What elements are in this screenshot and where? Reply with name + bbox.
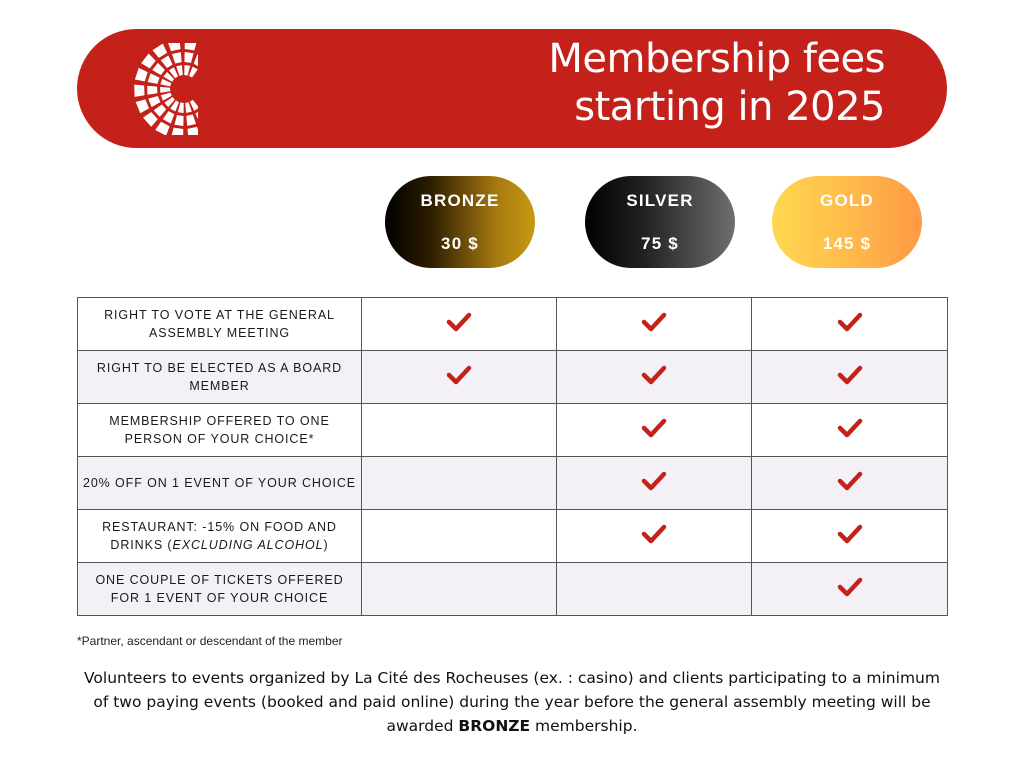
note-text-end: membership. bbox=[530, 717, 638, 735]
header-banner bbox=[77, 29, 947, 148]
tier-price: 75 $ bbox=[641, 234, 679, 253]
cell-bronze bbox=[362, 510, 557, 563]
table-row bbox=[78, 404, 948, 457]
check-icon bbox=[641, 417, 667, 439]
title-line-2: starting in 2025 bbox=[574, 84, 885, 130]
feature-label-text: RESTAURANT: -15% ON FOOD AND DRINKS ( bbox=[102, 520, 337, 552]
bronze-eligibility-note bbox=[80, 666, 944, 738]
table-row bbox=[78, 510, 948, 563]
check-icon bbox=[641, 470, 667, 492]
tier-price: 145 $ bbox=[822, 234, 872, 253]
cell-bronze bbox=[362, 351, 557, 404]
tier-name: SILVER bbox=[626, 191, 694, 210]
check-icon bbox=[837, 311, 863, 333]
cell-gold bbox=[752, 563, 948, 616]
tier-price: 30 $ bbox=[441, 234, 479, 253]
c-stadium-logo-icon bbox=[126, 43, 198, 135]
cell-silver bbox=[557, 404, 752, 457]
title-line-1: Membership fees bbox=[548, 36, 885, 82]
tier-name: BRONZE bbox=[420, 191, 500, 210]
check-icon bbox=[837, 576, 863, 598]
check-icon bbox=[641, 311, 667, 333]
table-row bbox=[78, 351, 948, 404]
check-icon bbox=[641, 364, 667, 386]
cell-silver bbox=[557, 351, 752, 404]
cell-bronze bbox=[362, 457, 557, 510]
features-table bbox=[77, 297, 948, 616]
feature-label: RIGHT TO VOTE AT THE GENERAL ASSEMBLY MEETING bbox=[78, 298, 362, 351]
check-icon bbox=[446, 311, 472, 333]
check-icon bbox=[837, 523, 863, 545]
feature-label: 20% OFF ON 1 EVENT OF YOUR CHOICE bbox=[78, 457, 362, 510]
cell-bronze bbox=[362, 404, 557, 457]
tier-bronze-badge bbox=[385, 176, 535, 268]
cell-bronze bbox=[362, 298, 557, 351]
cell-gold bbox=[752, 404, 948, 457]
table-row bbox=[78, 563, 948, 616]
cell-bronze bbox=[362, 563, 557, 616]
table-row bbox=[78, 298, 948, 351]
tier-name: GOLD bbox=[820, 191, 874, 210]
cell-gold bbox=[752, 298, 948, 351]
feature-label bbox=[78, 510, 362, 563]
note-text: Volunteers to events organized by La Cité des Rocheuses (ex. : casino) and clients participating to a minimum of two paying events (booked and paid online) during the year before the general assembly meeting will be awarded bbox=[84, 669, 940, 735]
cell-gold bbox=[752, 510, 948, 563]
check-icon bbox=[446, 364, 472, 386]
cell-silver bbox=[557, 563, 752, 616]
cell-silver bbox=[557, 510, 752, 563]
tier-gold-badge bbox=[772, 176, 922, 268]
page-title bbox=[548, 35, 885, 131]
check-icon bbox=[641, 523, 667, 545]
cell-gold bbox=[752, 351, 948, 404]
tier-silver-badge bbox=[585, 176, 735, 268]
feature-label: ONE COUPLE OF TICKETS OFFERED FOR 1 EVENT OF YOUR CHOICE bbox=[78, 563, 362, 616]
feature-label: RIGHT TO BE ELECTED AS A BOARD MEMBER bbox=[78, 351, 362, 404]
check-icon bbox=[837, 364, 863, 386]
check-icon bbox=[837, 417, 863, 439]
feature-label-end: ) bbox=[323, 538, 329, 552]
cell-silver bbox=[557, 457, 752, 510]
feature-label: MEMBERSHIP OFFERED TO ONE PERSON OF YOUR CHOICE* bbox=[78, 404, 362, 457]
note-bold: BRONZE bbox=[458, 717, 531, 735]
cell-gold bbox=[752, 457, 948, 510]
feature-label-italic: EXCLUDING ALCOHOL bbox=[172, 538, 324, 552]
check-icon bbox=[837, 470, 863, 492]
footnote: *Partner, ascendant or descendant of the member bbox=[77, 634, 343, 648]
table-row bbox=[78, 457, 948, 510]
cell-silver bbox=[557, 298, 752, 351]
